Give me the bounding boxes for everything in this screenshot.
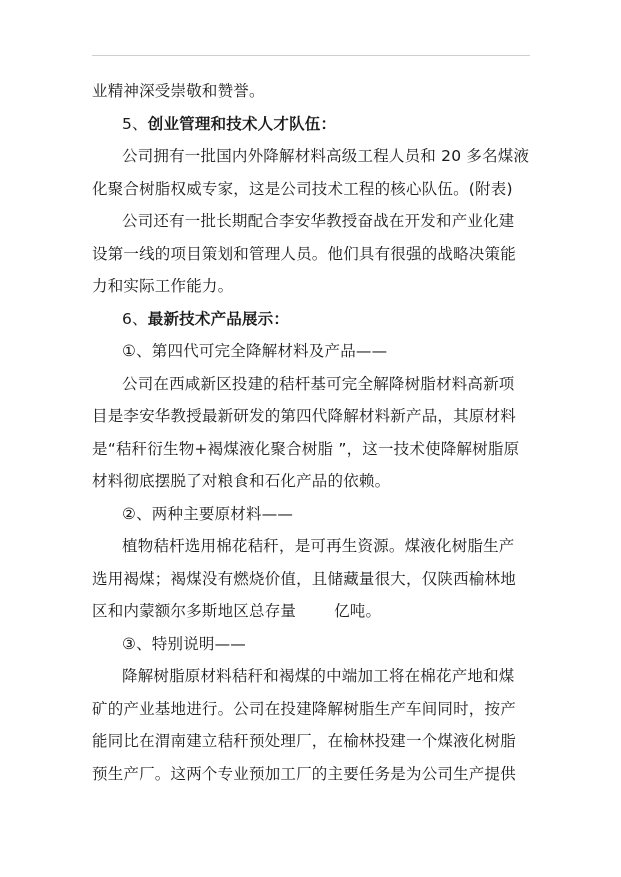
section-title: 最新技术产品展示： <box>147 309 290 328</box>
section-number: 5、 <box>122 114 148 133</box>
subsection-heading: ②、两种主要原材料—— <box>122 504 294 523</box>
reserve-text-before: 区和内蒙额尔多斯地区总存量 <box>92 602 297 620</box>
paragraph-line: 能同比在渭南建立秸秆预处理厂，在榆林投建一个煤液化树脂 <box>92 732 516 750</box>
paragraph-line: 公司在西咸新区投建的秸杆基可完全解降树脂材料高新项 <box>122 374 515 393</box>
paragraph-line <box>92 595 530 628</box>
paragraph-line: 公司还有一批长期配合李安华教授奋战在开发和产业化建 <box>122 212 515 230</box>
reserve-text-after: 亿吨。 <box>334 602 382 620</box>
paragraph-line: 降解树脂原材料秸秆和褐煤的中端加工将在棉花产地和煤 <box>122 667 515 685</box>
section-title: 创业管理和技术人才队伍： <box>147 114 337 133</box>
paragraph-line: 公司拥有一批国内外降解材料高级工程人员和 20 多名煤液 <box>122 147 530 165</box>
section-heading-6 <box>92 303 530 336</box>
subsection-heading: ①、第四代可完全降解材料及产品—— <box>122 342 388 360</box>
paragraph-line: 矿的产业基地进行。公司在投建降解树脂生产车间同时，按产 <box>92 699 516 718</box>
paragraph-line: 植物秸杆选用棉花秸秆，是可再生资源。煤液化树脂生产 <box>122 537 515 555</box>
section-heading-5 <box>92 108 530 141</box>
paragraph-line: 业精神深受崇敬和赞誉。 <box>92 82 265 100</box>
paragraph-line: 选用褐煤；褐煤没有燃烧价值，且储藏量很大，仅陕西榆林地 <box>92 569 516 588</box>
paragraph-line: 化聚合树脂权威专家，这是公司技术工程的核心队伍。(附表) <box>92 179 513 198</box>
document-body <box>92 75 530 790</box>
paragraph-line: 预生产厂。这两个专业预加工厂的主要任务是为公司生产提供 <box>92 764 516 783</box>
subsection-heading: ③、特别说明—— <box>122 634 246 653</box>
section-number: 6、 <box>122 309 148 328</box>
paragraph-line: 是“秸秆衍生物+褐煤液化聚合树脂 ”，这一技术使降解树脂原 <box>92 439 520 458</box>
paragraph-line: 材料彻底摆脱了对粮食和石化产品的依赖。 <box>92 472 391 490</box>
paragraph-line: 设第一线的项目策划和管理人员。他们具有很强的战略决策能 <box>92 244 516 263</box>
paragraph-line: 力和实际工作能力。 <box>92 277 234 295</box>
paragraph-line: 目是李安华教授最新研发的第四代降解材料新产品，其原材料 <box>92 407 516 425</box>
header-rule <box>92 55 530 56</box>
